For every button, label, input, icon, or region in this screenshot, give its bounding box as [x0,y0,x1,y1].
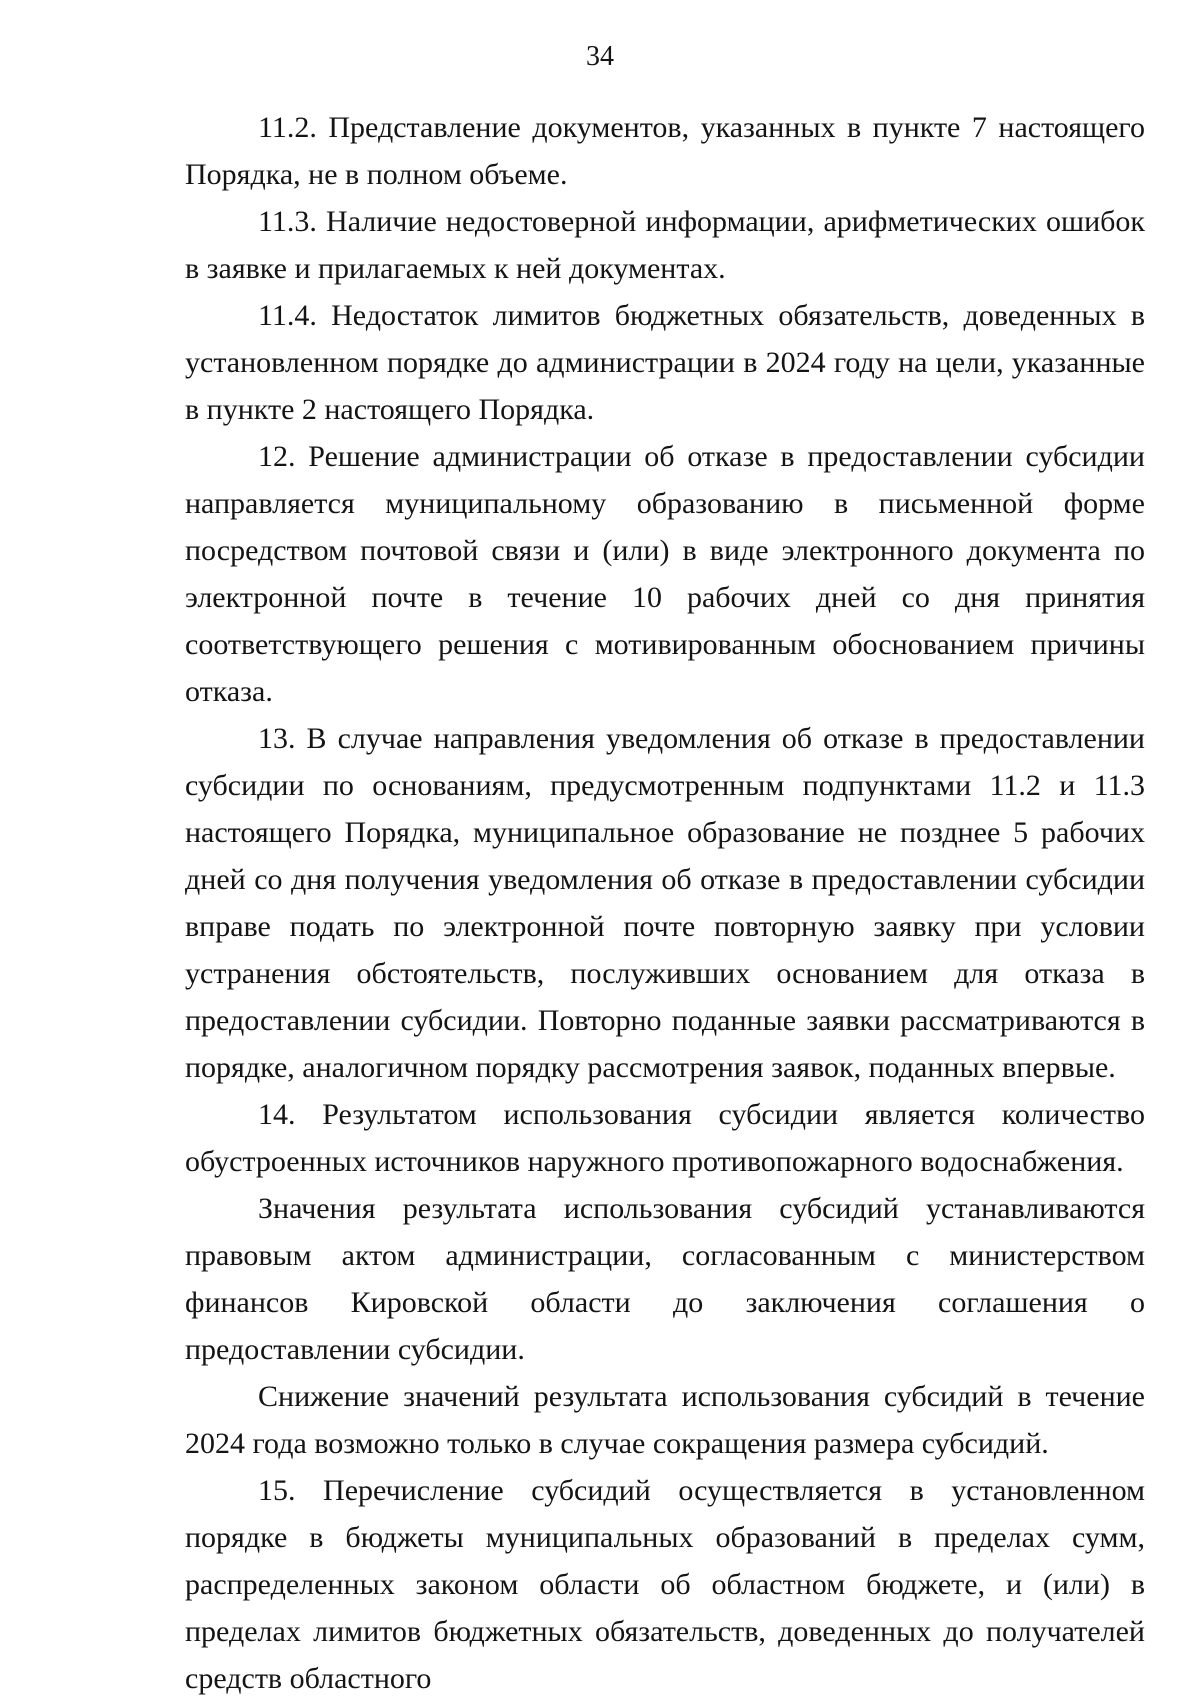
paragraph-12: 12. Решение администрации об отказе в предоставлении субсидии направляется муниципальному образованию в письменной форме посредством почтовой связи и (или) в виде электронного документа по электронной почте в течение 10 рабочих дней со дня принятия соответствующего решения с мотивированным обоснованием причины отказа. [185,440,1145,708]
paragraph-15: 15. Перечисление субсидий осуществляется в установленном порядке в бюджеты муниципальных образований в пределах сумм, распределенных законом области об областном бюджете, и (или) в пределах лимитов бюджетных обязательств, доведенных до получателей средств областного [185,1474,1145,1695]
paragraph-result-values: Значения результата использования субсидий устанавливаются правовым актом администрации, согласованным с министерством финансов Кировской области до заключения соглашения о предоставлении субсидии. [185,1192,1145,1366]
document-body [185,104,1145,1702]
paragraph-11-3: 11.3. Наличие недостоверной информации, арифметических ошибок в заявке и прилагаемых к ней документах. [185,205,1145,285]
paragraph-result-reduction: Снижение значений результата использования субсидий в течение 2024 года возможно только в случае сокращения размера субсидий. [185,1380,1145,1460]
paragraph-14: 14. Результатом использования субсидии является количество обустроенных источников наружного противопожарного водоснабжения. [185,1098,1145,1178]
page-number: 34 [586,41,614,72]
paragraph-13: 13. В случае направления уведомления об отказе в предоставлении субсидии по основаниям, предусмотренным подпунктами 11.2 и 11.3 настоящего Порядка, муниципальное образование не позднее 5 рабочих дней со дня получения уведомления об отказе в предоставлении субсидии вправе подать по электронной почте повторную заявку при условии устранения обстоятельств, послуживших основанием для отказа в предоставлении субсидии. Повторно поданные заявки рассматриваются в порядке, аналогичном порядку рассмотрения заявок, поданных впервые. [185,722,1145,1084]
paragraph-11-2: 11.2. Представление документов, указанных в пункте 7 настоящего Порядка, не в полном объеме. [185,111,1145,191]
paragraph-11-4: 11.4. Недостаток лимитов бюджетных обязательств, доведенных в установленном порядке до администрации в 2024 году на цели, указанные в пункте 2 настоящего Порядка. [185,299,1145,426]
